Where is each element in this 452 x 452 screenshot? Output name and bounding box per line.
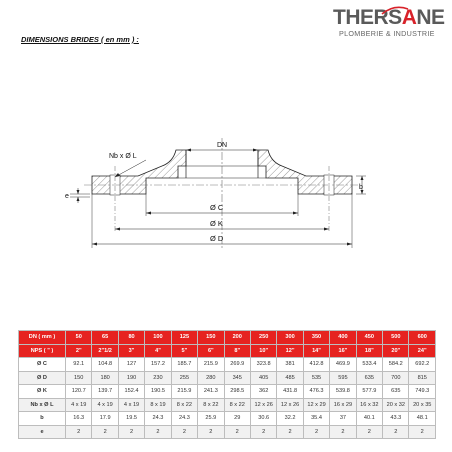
table-cell: 345	[224, 371, 250, 385]
table-cell: 16.3	[66, 412, 92, 426]
dimensions-table	[18, 330, 436, 439]
table-cell: 12 x 29	[303, 398, 329, 412]
table-cell: 298.5	[224, 385, 250, 399]
table-cell: 2	[277, 425, 303, 439]
table-cell: 250	[250, 331, 276, 345]
table-cell: 815	[409, 371, 436, 385]
table-cell: 12"	[277, 344, 303, 358]
label-d: Ø D	[210, 234, 224, 243]
table-cell: 12 x 26	[277, 398, 303, 412]
table-cell: 200	[224, 331, 250, 345]
table-cell: 5"	[171, 344, 197, 358]
table-cell: 190.5	[145, 385, 171, 399]
table-cell: 17.9	[92, 412, 118, 426]
label-e: e	[65, 193, 69, 200]
table-cell: 323.8	[250, 358, 276, 372]
table-cell: 4 x 19	[92, 398, 118, 412]
table-cell: 4 x 19	[66, 398, 92, 412]
table-cell: 2	[198, 425, 224, 439]
table-cell: 2	[118, 425, 144, 439]
table-cell: 2	[303, 425, 329, 439]
table-cell: 100	[145, 331, 171, 345]
table-cell: 2"	[66, 344, 92, 358]
table-cell: 150	[198, 331, 224, 345]
table-cell: 65	[92, 331, 118, 345]
label-c: Ø C	[210, 203, 224, 212]
table-cell: 180	[92, 371, 118, 385]
table-cell: 29	[224, 412, 250, 426]
table-cell: 8 x 19	[145, 398, 171, 412]
table-cell: 350	[303, 331, 329, 345]
table-cell: 2	[250, 425, 276, 439]
table-cell: 2	[66, 425, 92, 439]
table-cell: 19.5	[118, 412, 144, 426]
row-label: e	[19, 425, 66, 439]
table-cell: 80	[118, 331, 144, 345]
table-row	[19, 358, 436, 372]
table-cell: 749.3	[409, 385, 436, 399]
table-header-row	[19, 331, 436, 345]
table-cell: 412.8	[303, 358, 329, 372]
table-cell: 104.8	[92, 358, 118, 372]
table-header-row	[19, 344, 436, 358]
table-cell: 3"	[118, 344, 144, 358]
table-cell: 25.9	[198, 412, 224, 426]
table-cell: 16"	[330, 344, 356, 358]
table-cell: 6"	[198, 344, 224, 358]
table-cell: 600	[409, 331, 436, 345]
table-cell: 150	[66, 371, 92, 385]
table-cell: 48.1	[409, 412, 436, 426]
table-cell: 241.3	[198, 385, 224, 399]
table-cell: 8 x 22	[198, 398, 224, 412]
table-cell: 255	[171, 371, 197, 385]
label-dn: DN	[216, 142, 228, 149]
row-label: Ø K	[19, 385, 66, 399]
table-cell: 16 x 29	[330, 398, 356, 412]
flange-section-left	[92, 150, 186, 194]
table-cell: 43.3	[383, 412, 409, 426]
table-cell: 35.4	[303, 412, 329, 426]
table-cell: 215.9	[171, 385, 197, 399]
table-cell: 127	[118, 358, 144, 372]
table-cell: 533.4	[356, 358, 382, 372]
table-cell: 14"	[303, 344, 329, 358]
row-label: Ø C	[19, 358, 66, 372]
label-b: b	[359, 184, 363, 191]
label-k: Ø K	[210, 219, 223, 228]
table-cell: 190	[118, 371, 144, 385]
table-cell: 24.3	[145, 412, 171, 426]
table-cell: 2	[145, 425, 171, 439]
table-cell: 431.8	[277, 385, 303, 399]
table-cell: 539.8	[330, 385, 356, 399]
table-cell: 405	[250, 371, 276, 385]
table-cell: 2"1/2	[92, 344, 118, 358]
table-cell: 8 x 22	[171, 398, 197, 412]
table-cell: 120.7	[66, 385, 92, 399]
table-cell: 157.2	[145, 358, 171, 372]
table-row	[19, 412, 436, 426]
table-cell: 635	[356, 371, 382, 385]
table-cell: 230	[145, 371, 171, 385]
row-label: Ø D	[19, 371, 66, 385]
table-cell: 215.9	[198, 358, 224, 372]
table-cell: 400	[330, 331, 356, 345]
table-cell: 185.7	[171, 358, 197, 372]
table-cell: 139.7	[92, 385, 118, 399]
table-cell: 24"	[409, 344, 436, 358]
table-cell: 32.2	[277, 412, 303, 426]
table-cell: 2	[224, 425, 250, 439]
table-cell: 280	[198, 371, 224, 385]
label-holes: Nb x Ø L	[109, 153, 137, 160]
table-cell: 12 x 26	[250, 398, 276, 412]
table-cell: 2	[92, 425, 118, 439]
row-label: b	[19, 412, 66, 426]
table-cell: 92.1	[66, 358, 92, 372]
table-cell: 476.3	[303, 385, 329, 399]
table-cell: 8 x 22	[224, 398, 250, 412]
table-cell: 362	[250, 385, 276, 399]
flange-section-right	[258, 150, 352, 194]
table-cell: 450	[356, 331, 382, 345]
brand-name: THERSANE	[333, 6, 445, 29]
brand-tagline: PLOMBERIE & INDUSTRIE	[339, 29, 435, 38]
table-cell: 24.3	[171, 412, 197, 426]
dimensions-heading: DIMENSIONS BRIDES ( en mm ) :	[21, 35, 139, 44]
table-row	[19, 371, 436, 385]
table-cell: 4 x 19	[118, 398, 144, 412]
table-cell: 125	[171, 331, 197, 345]
table-cell: 152.4	[118, 385, 144, 399]
table-cell: 535	[303, 371, 329, 385]
table-cell: 2	[409, 425, 436, 439]
table-cell: 500	[383, 331, 409, 345]
table-cell: 20"	[383, 344, 409, 358]
table-cell: 20 x 35	[409, 398, 436, 412]
table-cell: 300	[277, 331, 303, 345]
table-cell: 10"	[250, 344, 276, 358]
row-label: Nb x Ø L	[19, 398, 66, 412]
table-cell: 2	[171, 425, 197, 439]
table-cell: 692.2	[409, 358, 436, 372]
table-cell: 18"	[356, 344, 382, 358]
table-cell: 50	[66, 331, 92, 345]
table-cell: 269.9	[224, 358, 250, 372]
table-row	[19, 398, 436, 412]
table-cell: 16 x 32	[356, 398, 382, 412]
table-row	[19, 425, 436, 439]
table-cell: 20 x 32	[383, 398, 409, 412]
table-cell: 2	[330, 425, 356, 439]
table-cell: 635	[383, 385, 409, 399]
row-label: NPS ( " )	[19, 344, 66, 358]
table-cell: 700	[383, 371, 409, 385]
table-cell: 2	[356, 425, 382, 439]
table-cell: 485	[277, 371, 303, 385]
table-cell: 577.9	[356, 385, 382, 399]
row-label: DN ( mm )	[19, 331, 66, 345]
table-cell: 469.9	[330, 358, 356, 372]
table-cell: 40.1	[356, 412, 382, 426]
table-cell: 381	[277, 358, 303, 372]
table-row	[19, 385, 436, 399]
table-cell: 584.2	[383, 358, 409, 372]
table-cell: 4"	[145, 344, 171, 358]
table-cell: 37	[330, 412, 356, 426]
table-cell: 595	[330, 371, 356, 385]
table-cell: 30.6	[250, 412, 276, 426]
table-cell: 2	[383, 425, 409, 439]
table-cell: 8"	[224, 344, 250, 358]
